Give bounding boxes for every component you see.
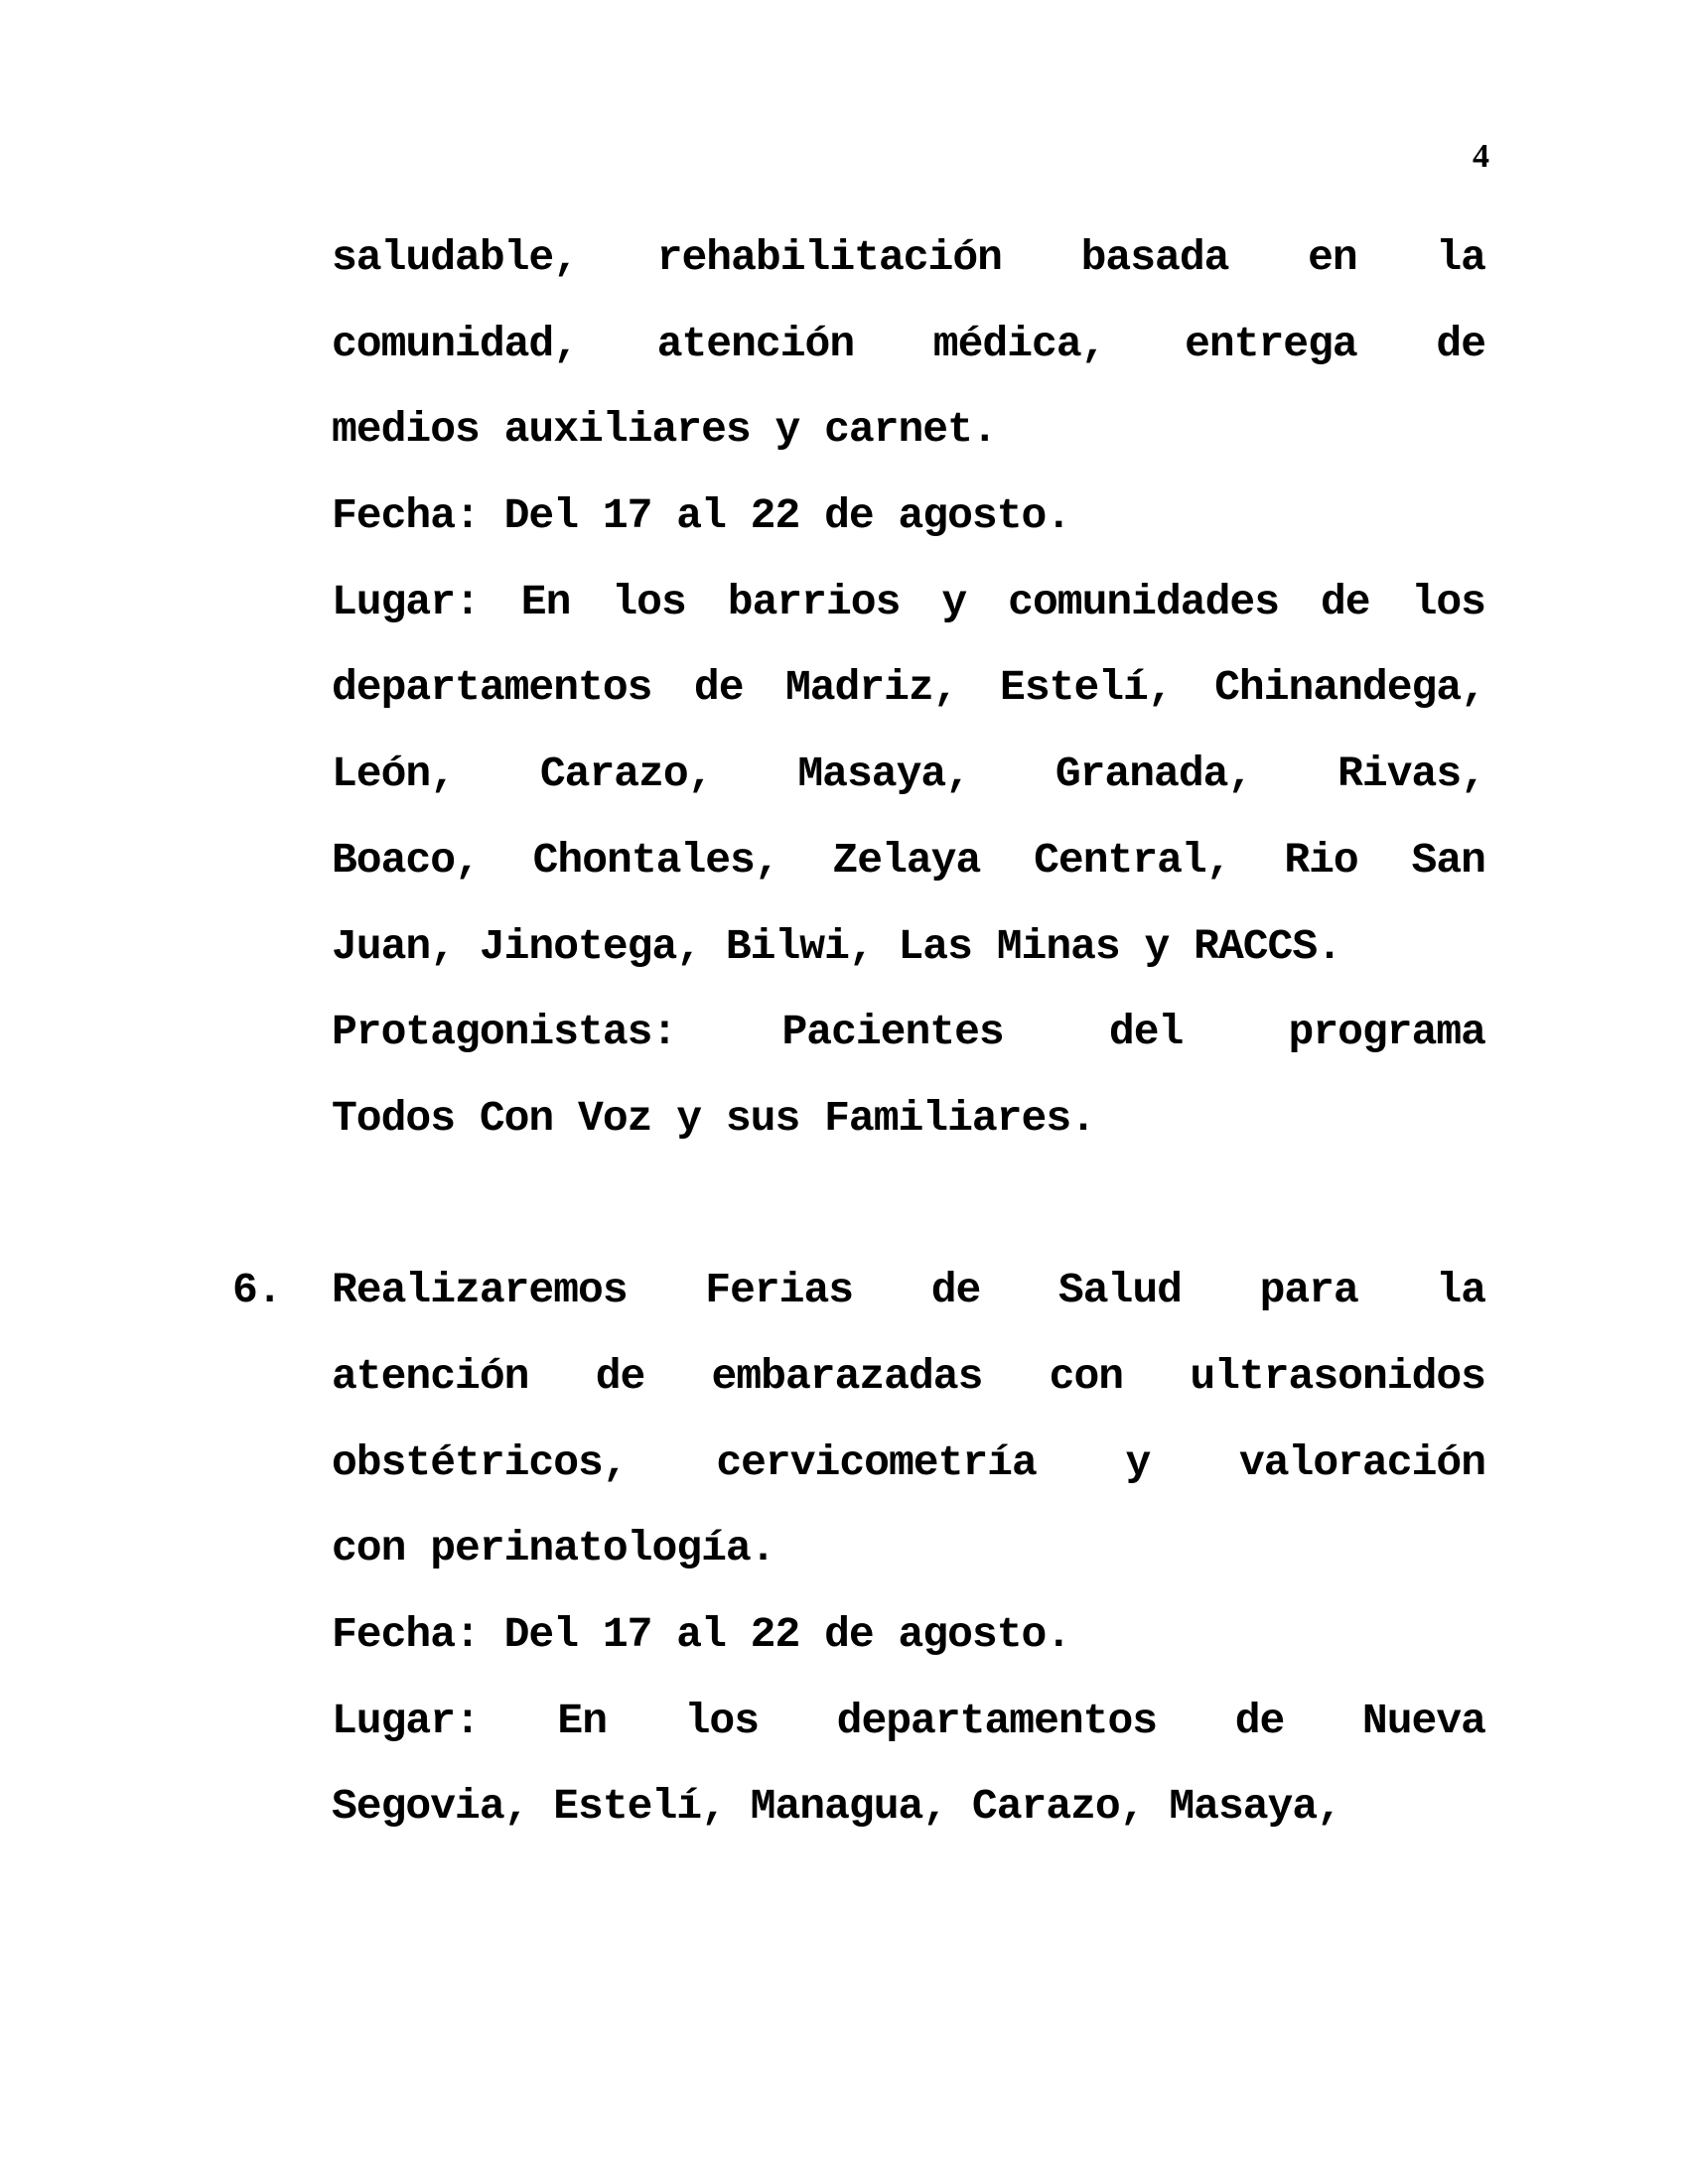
word: con (1049, 1351, 1124, 1401)
word: de (1320, 577, 1370, 626)
text-line (332, 317, 1485, 403)
word: Protagonistas: (332, 1008, 677, 1057)
word: En (557, 1696, 608, 1745)
lugar-line (332, 575, 1485, 661)
word: San (1411, 835, 1485, 885)
word: Salud (1057, 1266, 1182, 1315)
word: Ferias (705, 1266, 854, 1315)
word: Pacientes (781, 1008, 1004, 1057)
word: Carazo, (539, 750, 713, 799)
word: Rivas, (1337, 750, 1485, 799)
word: la (1436, 233, 1485, 282)
text-line: Juan, Jinotega, Bilwi, Las Minas y RACCS. (332, 921, 1341, 971)
word: atención (332, 1351, 529, 1401)
word: Lugar: (332, 577, 480, 626)
paragraph-gap (332, 1177, 1485, 1264)
word: médica, (932, 319, 1106, 368)
word: Estelí, (1000, 663, 1173, 713)
word: comunidad, (332, 319, 579, 368)
word: Chinandega, (1214, 663, 1485, 713)
text-line (332, 1435, 1485, 1522)
word: de (595, 1351, 645, 1401)
lugar-line (332, 1694, 1485, 1780)
text-line: Todos Con Voz y sus Familiares. (332, 1093, 1095, 1143)
word: ultrasonidos (1190, 1351, 1485, 1401)
word: de (930, 1266, 981, 1315)
list-item-number: 6. (232, 1266, 282, 1315)
text-line: medios auxiliares y carnet. (332, 405, 997, 455)
text-line (332, 1349, 1485, 1435)
word: Central, (1034, 835, 1231, 885)
protagonistas-line (332, 1005, 1485, 1091)
word: basada (1080, 233, 1229, 282)
word: y (1125, 1437, 1151, 1487)
word: de (1436, 319, 1485, 368)
word: Boaco, (332, 835, 480, 885)
word: cervicometría (716, 1437, 1037, 1487)
word: León, (332, 750, 456, 799)
word: la (1436, 1266, 1485, 1315)
word: para (1259, 1266, 1358, 1315)
word: Rio (1284, 835, 1358, 885)
word: los (684, 1696, 760, 1745)
word: departamentos (836, 1696, 1158, 1745)
word: Zelaya (832, 835, 981, 885)
word: saludable, (332, 233, 579, 282)
word: comunidades (1008, 577, 1280, 626)
word: y (941, 577, 967, 626)
fecha-line: Fecha: Del 17 al 22 de agosto. (332, 1610, 1071, 1659)
word: Chontales, (532, 835, 779, 885)
word: de (693, 663, 744, 713)
word: rehabilitación (656, 233, 1002, 282)
word: en (1308, 233, 1357, 282)
word: valoración (1238, 1437, 1485, 1487)
word: de (1234, 1696, 1285, 1745)
text-line (332, 230, 1485, 317)
word: Realizaremos (332, 1266, 628, 1315)
word: programa (1288, 1008, 1485, 1057)
list-item-6-first-line (232, 1263, 1485, 1349)
word: departamentos (332, 663, 652, 713)
text-line (332, 833, 1485, 919)
text-line: con perinatología. (332, 1524, 775, 1573)
word: Lugar: (332, 1696, 480, 1745)
word: Granada, (1055, 750, 1253, 799)
word: del (1108, 1008, 1184, 1057)
word: obstétricos, (332, 1437, 628, 1487)
word: entrega (1185, 319, 1357, 368)
text-line (332, 747, 1485, 833)
word: atención (656, 319, 855, 368)
word: Masaya, (797, 750, 970, 799)
word: los (612, 577, 686, 626)
fecha-line: Fecha: Del 17 al 22 de agosto. (332, 491, 1071, 541)
word: Nueva (1361, 1696, 1485, 1745)
word: Madriz, (784, 663, 958, 713)
text-line: Segovia, Estelí, Managua, Carazo, Masaya, (332, 1782, 1341, 1832)
page-number: 4 (1473, 138, 1489, 175)
word: los (1411, 577, 1485, 626)
word: embarazadas (711, 1351, 983, 1401)
text-line (332, 660, 1485, 747)
word: barrios (727, 577, 901, 626)
word: En (520, 577, 571, 626)
document-body (232, 230, 1485, 1865)
